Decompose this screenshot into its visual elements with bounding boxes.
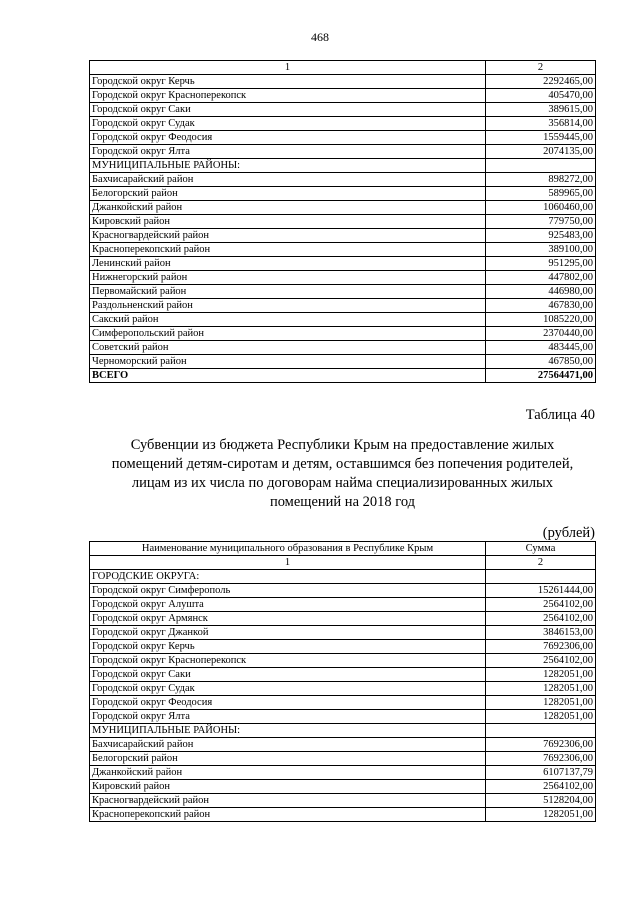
row-name-cell: Городской округ Симферополь xyxy=(90,584,486,598)
row-value-cell: 483445,00 xyxy=(486,341,596,355)
table-row xyxy=(90,598,596,612)
row-name-cell: Красноперекопский район xyxy=(90,243,486,257)
table-row xyxy=(90,201,596,215)
row-name-cell: Первомайский район xyxy=(90,285,486,299)
row-name-cell: Нижнегорский район xyxy=(90,271,486,285)
total-label: ВСЕГО xyxy=(90,369,486,383)
row-value-cell: 1060460,00 xyxy=(486,201,596,215)
row-name-cell: Белогорский район xyxy=(90,187,486,201)
column-number-2: 2 xyxy=(486,556,596,570)
row-value-cell: 2292465,00 xyxy=(486,75,596,89)
table-row xyxy=(90,710,596,724)
table-header-row xyxy=(90,542,596,556)
row-value-cell: 2370440,00 xyxy=(486,327,596,341)
caption-line: помещений на 2018 год xyxy=(269,494,416,510)
table-row xyxy=(90,640,596,654)
table-row xyxy=(90,738,596,752)
row-name-cell: Городской округ Судак xyxy=(90,117,486,131)
caption-line: помещений детям-сиротам и детям, оставшимся без попечения родителей, xyxy=(111,456,574,472)
row-value-cell: 15261444,00 xyxy=(486,584,596,598)
table-row xyxy=(90,612,596,626)
row-name-cell: Городской округ Красноперекопск xyxy=(90,89,486,103)
row-value-cell: 7692306,00 xyxy=(486,752,596,766)
subsidy-table-40 xyxy=(89,541,596,822)
row-name-cell: Бахчисарайский район xyxy=(90,173,486,187)
row-name-cell: Красноперекопский район xyxy=(90,808,486,822)
row-name-cell: Белогорский район xyxy=(90,752,486,766)
row-value-cell: 2564102,00 xyxy=(486,780,596,794)
table-row xyxy=(90,794,596,808)
row-value-cell: 898272,00 xyxy=(486,173,596,187)
table-row xyxy=(90,117,596,131)
row-value-cell: 7692306,00 xyxy=(486,738,596,752)
row-name-cell: Городской округ Судак xyxy=(90,682,486,696)
table-row xyxy=(90,103,596,117)
table-row xyxy=(90,766,596,780)
units-label: (рублей) xyxy=(542,525,595,541)
table-row xyxy=(90,229,596,243)
table-caption xyxy=(90,436,595,512)
row-name-cell: Городской округ Ялта xyxy=(90,710,486,724)
table-row xyxy=(90,243,596,257)
column-number-1: 1 xyxy=(90,556,486,570)
total-value: 27564471,00 xyxy=(486,369,596,383)
table-row xyxy=(90,682,596,696)
row-name-cell: Городской округ Джанкой xyxy=(90,626,486,640)
row-name-cell: Городской округ Феодосия xyxy=(90,696,486,710)
table-row xyxy=(90,187,596,201)
table-row xyxy=(90,808,596,822)
row-name-cell: Советский район xyxy=(90,341,486,355)
row-name-cell: Городской округ Красноперекопск xyxy=(90,654,486,668)
table-row xyxy=(90,89,596,103)
row-name-cell: МУНИЦИПАЛЬНЫЕ РАЙОНЫ: xyxy=(90,159,486,173)
table-row xyxy=(90,299,596,313)
row-name-cell: Городской округ Феодосия xyxy=(90,131,486,145)
row-value-cell: 2564102,00 xyxy=(486,654,596,668)
row-value-cell xyxy=(486,724,596,738)
row-name-cell: Городской округ Армянск xyxy=(90,612,486,626)
row-value-cell: 2564102,00 xyxy=(486,612,596,626)
table-row xyxy=(90,75,596,89)
row-value-cell: 779750,00 xyxy=(486,215,596,229)
table-row xyxy=(90,696,596,710)
row-value-cell: 447802,00 xyxy=(486,271,596,285)
row-value-cell: 389615,00 xyxy=(486,103,596,117)
table-row xyxy=(90,341,596,355)
caption-line: Субвенции из бюджета Республики Крым на предоставление жилых xyxy=(130,437,555,453)
table-row xyxy=(90,285,596,299)
row-name-cell: Городской округ Керчь xyxy=(90,75,486,89)
table-row xyxy=(90,131,596,145)
row-value-cell xyxy=(486,570,596,584)
row-value-cell: 6107137,79 xyxy=(486,766,596,780)
table-column-numbers-row xyxy=(90,61,596,75)
column-number-1: 1 xyxy=(90,61,486,75)
row-value-cell xyxy=(486,159,596,173)
table-row xyxy=(90,313,596,327)
column-header-name: Наименование муниципального образования в Республике Крым xyxy=(90,542,486,556)
page-number: 468 xyxy=(311,30,329,44)
row-value-cell: 3846153,00 xyxy=(486,626,596,640)
row-value-cell: 1282051,00 xyxy=(486,710,596,724)
table-row xyxy=(90,159,596,173)
row-value-cell: 1282051,00 xyxy=(486,682,596,696)
row-value-cell: 7692306,00 xyxy=(486,640,596,654)
table-row xyxy=(90,145,596,159)
row-value-cell: 467850,00 xyxy=(486,355,596,369)
row-value-cell: 2074135,00 xyxy=(486,145,596,159)
row-value-cell: 389100,00 xyxy=(486,243,596,257)
total-row xyxy=(90,369,596,383)
row-name-cell: Городской округ Ялта xyxy=(90,145,486,159)
row-value-cell: 1282051,00 xyxy=(486,668,596,682)
row-name-cell: Джанкойский район xyxy=(90,201,486,215)
row-name-cell: Кировский район xyxy=(90,215,486,229)
table-row xyxy=(90,584,596,598)
row-value-cell: 1559445,00 xyxy=(486,131,596,145)
table-row xyxy=(90,654,596,668)
row-name-cell: Кировский район xyxy=(90,780,486,794)
row-value-cell: 446980,00 xyxy=(486,285,596,299)
row-name-cell: ГОРОДСКИЕ ОКРУГА: xyxy=(90,570,486,584)
table-row xyxy=(90,570,596,584)
row-value-cell: 1282051,00 xyxy=(486,696,596,710)
table-row xyxy=(90,780,596,794)
table-row xyxy=(90,626,596,640)
subsidy-table-continued xyxy=(89,60,596,383)
row-name-cell: Симферопольский район xyxy=(90,327,486,341)
table-row xyxy=(90,355,596,369)
row-name-cell: Городской округ Саки xyxy=(90,668,486,682)
row-value-cell: 589965,00 xyxy=(486,187,596,201)
row-value-cell: 356814,00 xyxy=(486,117,596,131)
row-value-cell: 951295,00 xyxy=(486,257,596,271)
row-name-cell: Сакский район xyxy=(90,313,486,327)
row-value-cell: 5128204,00 xyxy=(486,794,596,808)
row-name-cell: Городской округ Керчь xyxy=(90,640,486,654)
caption-line: лицам из их числа по договорам найма специализированных жилых xyxy=(131,475,554,491)
row-value-cell: 1282051,00 xyxy=(486,808,596,822)
table-row xyxy=(90,327,596,341)
column-number-2: 2 xyxy=(486,61,596,75)
table-row xyxy=(90,257,596,271)
table-column-numbers-row xyxy=(90,556,596,570)
row-name-cell: Джанкойский район xyxy=(90,766,486,780)
row-value-cell: 405470,00 xyxy=(486,89,596,103)
row-name-cell: Черноморский район xyxy=(90,355,486,369)
table-row xyxy=(90,271,596,285)
row-value-cell: 467830,00 xyxy=(486,299,596,313)
table-row xyxy=(90,668,596,682)
row-value-cell: 925483,00 xyxy=(486,229,596,243)
row-name-cell: Ленинский район xyxy=(90,257,486,271)
table-row xyxy=(90,752,596,766)
table-row xyxy=(90,173,596,187)
row-name-cell: МУНИЦИПАЛЬНЫЕ РАЙОНЫ: xyxy=(90,724,486,738)
table-row xyxy=(90,215,596,229)
row-name-cell: Красногвардейский район xyxy=(90,229,486,243)
column-header-sum: Сумма xyxy=(486,542,596,556)
row-value-cell: 2564102,00 xyxy=(486,598,596,612)
row-name-cell: Бахчисарайский район xyxy=(90,738,486,752)
table-row xyxy=(90,724,596,738)
row-name-cell: Городской округ Саки xyxy=(90,103,486,117)
table-label: Таблица 40 xyxy=(525,407,595,423)
row-name-cell: Раздольненский район xyxy=(90,299,486,313)
row-value-cell: 1085220,00 xyxy=(486,313,596,327)
row-name-cell: Городской округ Алушта xyxy=(90,598,486,612)
row-name-cell: Красногвардейский район xyxy=(90,794,486,808)
